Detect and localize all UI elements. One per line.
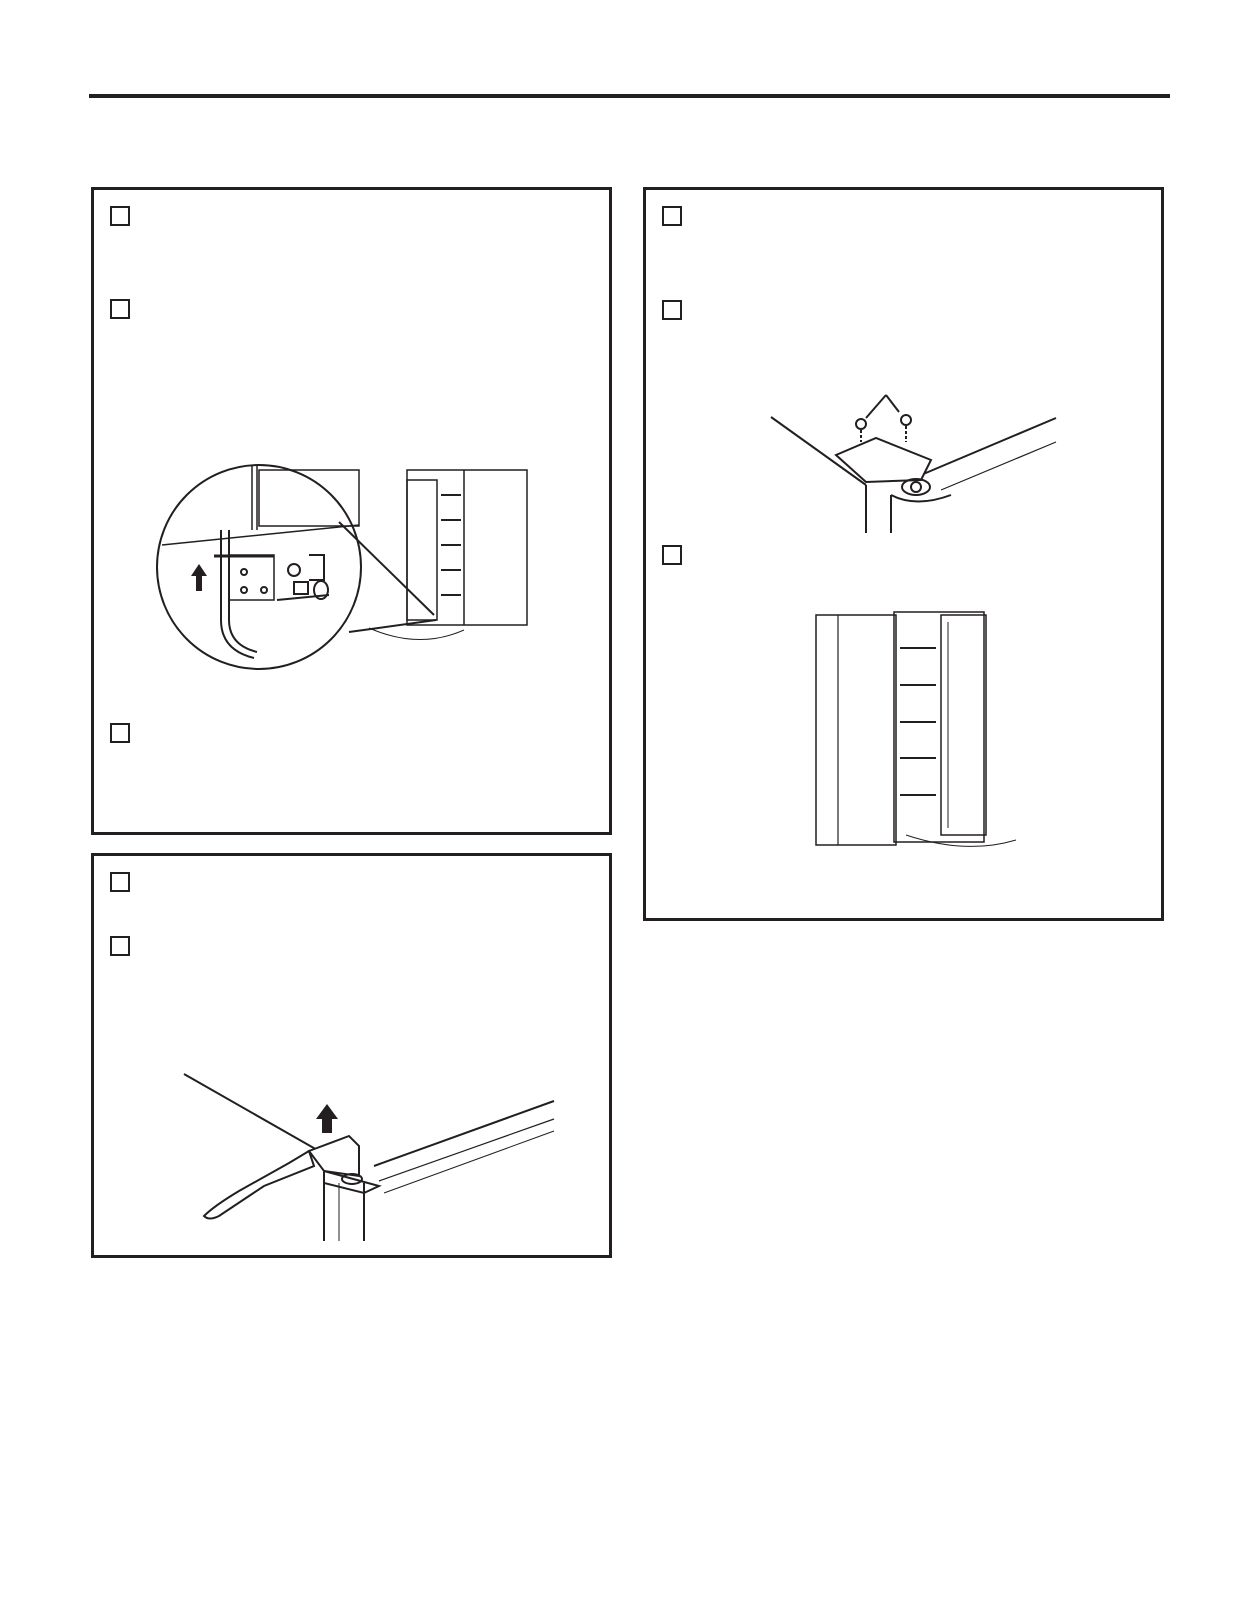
step-checkbox-8[interactable]: [662, 545, 682, 565]
step-checkbox-5[interactable]: [110, 936, 130, 956]
hinge-cover-removal-illustration: [184, 1071, 564, 1241]
step-checkbox-4[interactable]: [110, 872, 130, 892]
open-refrigerator-illustration: [816, 610, 1056, 855]
top-hinge-screws-illustration: [771, 390, 1061, 535]
step-checkbox-6[interactable]: [662, 206, 682, 226]
step-checkbox-3[interactable]: [110, 723, 130, 743]
panel-hinge-cover: [91, 853, 612, 1258]
panel-water-line: [91, 187, 612, 835]
header-rule: [89, 94, 1170, 98]
step-checkbox-2[interactable]: [110, 299, 130, 319]
panel-top-hinge: [643, 187, 1164, 921]
step-checkbox-1[interactable]: [110, 206, 130, 226]
step-checkbox-7[interactable]: [662, 300, 682, 320]
water-line-disconnect-illustration: [159, 460, 549, 675]
